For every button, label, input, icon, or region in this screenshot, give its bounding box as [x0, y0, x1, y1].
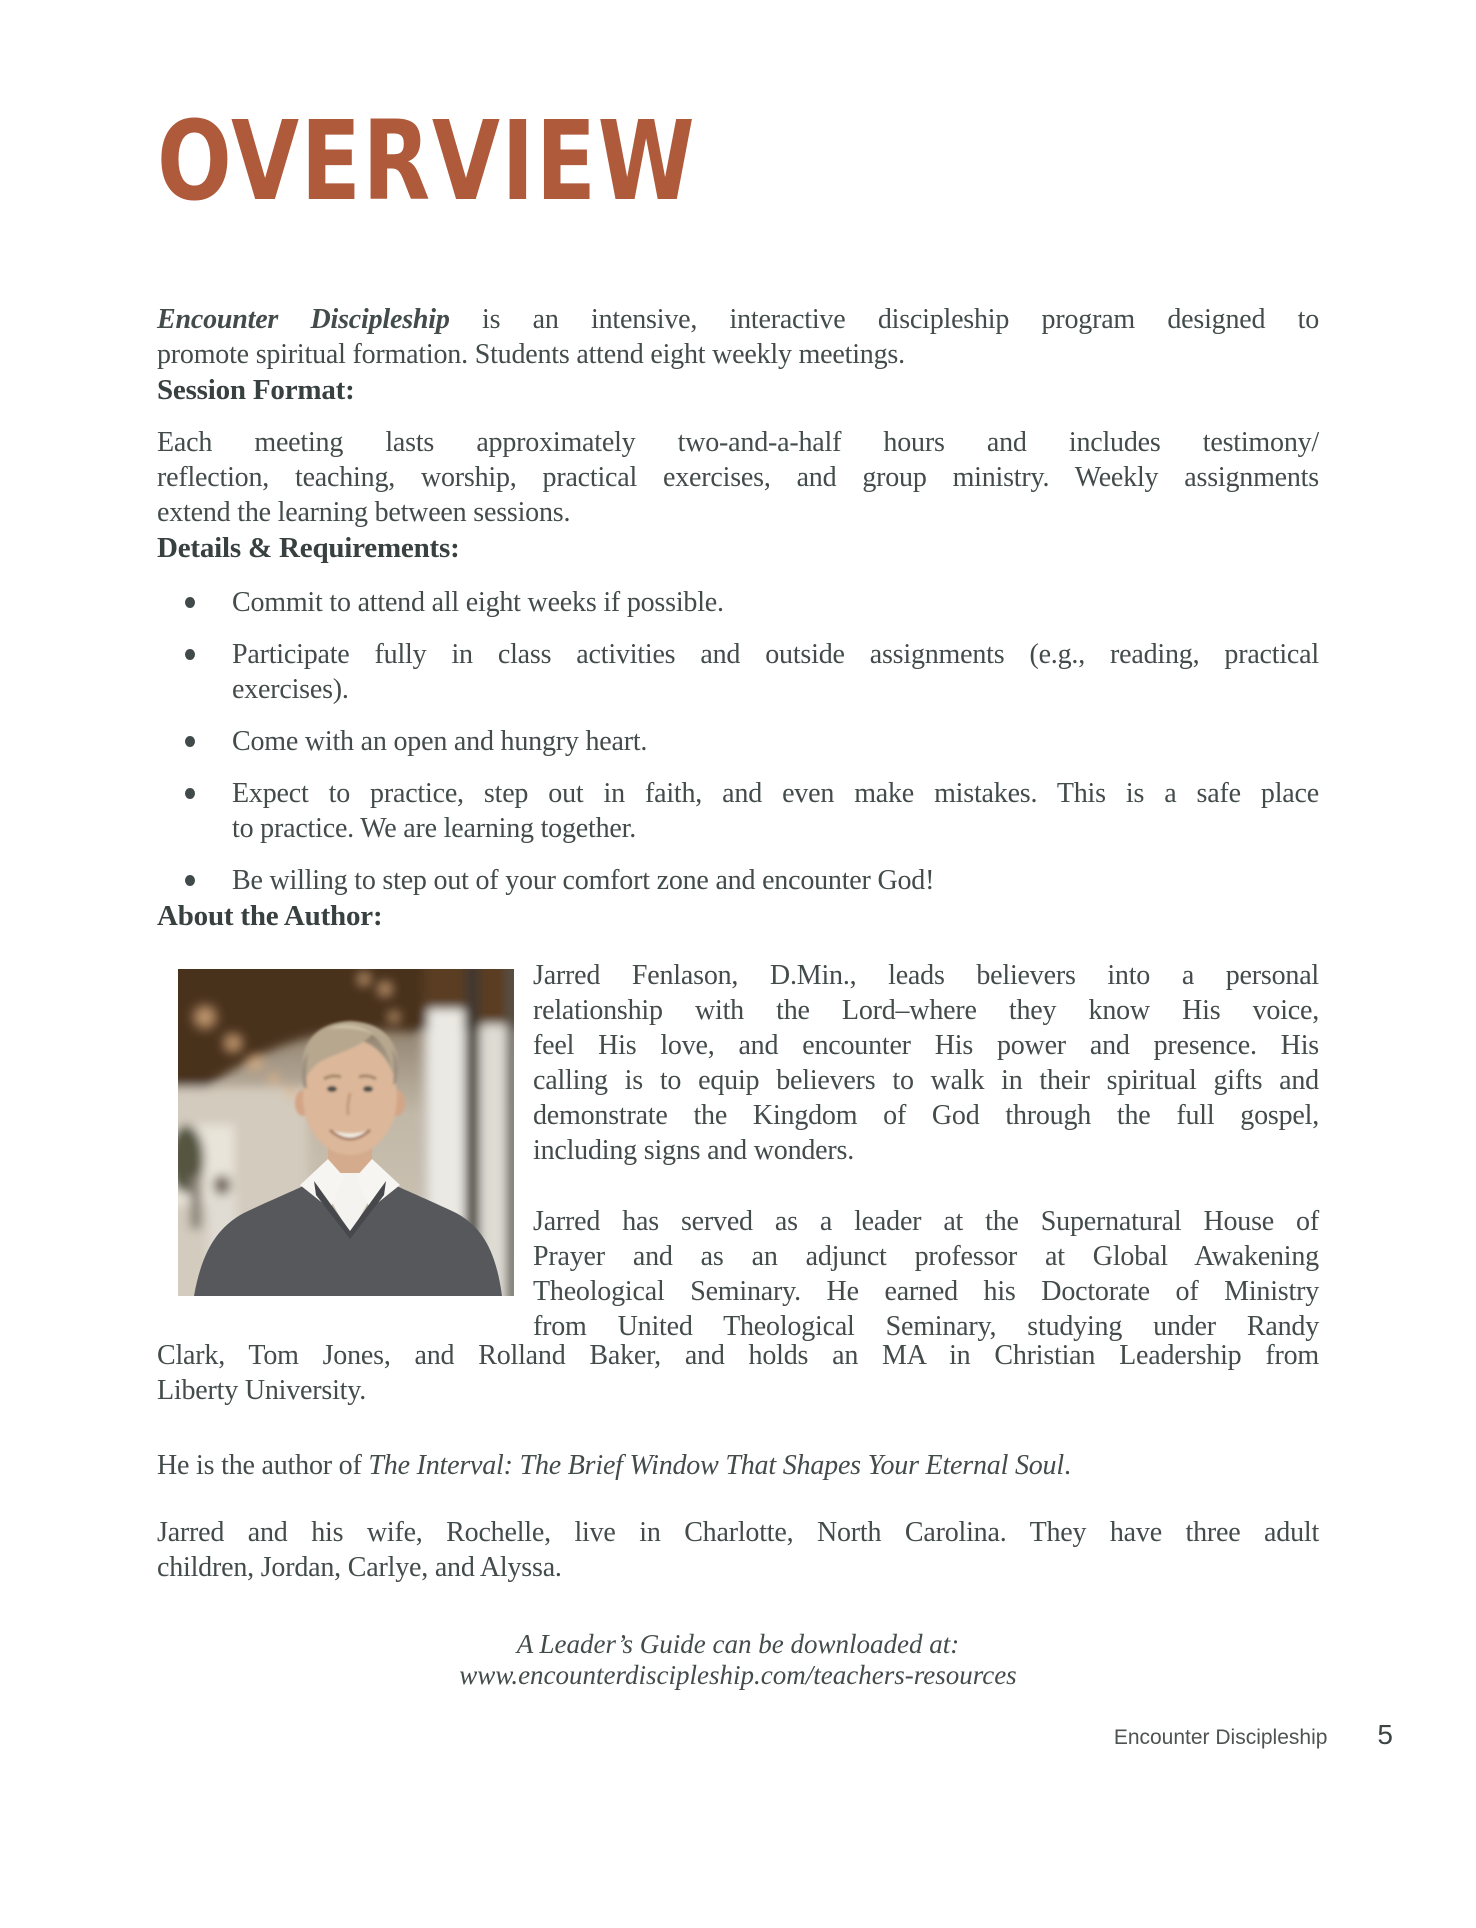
- paragraph-line: to practice. We are learning together.: [232, 813, 636, 844]
- list-item: [157, 585, 1319, 620]
- paragraph-line: Clark, Tom Jones, and Rolland Baker, and holds an MA in Christian Leadership from: [157, 1340, 1320, 1371]
- paragraph-line: extend the learning between sessions.: [157, 497, 571, 528]
- section-heading-details-requirements: Details & Requirements:: [157, 532, 460, 564]
- section-heading-session-format: Session Format:: [157, 374, 355, 406]
- paragraph-line: Expect to practice, step out in faith, and even make mistakes. This is a safe place: [232, 778, 1319, 809]
- paragraph-line: exercises).: [232, 674, 349, 705]
- list-item: [157, 637, 1319, 707]
- list-item: [157, 863, 1319, 898]
- paragraph-line: Be willing to step out of your comfort zone and encounter God!: [232, 865, 935, 896]
- intro-paragraph: [157, 302, 1319, 372]
- author-book-line: [157, 1448, 1319, 1483]
- bullet-dot: [185, 597, 195, 608]
- author-portrait-photo: [178, 969, 514, 1296]
- list-item: [157, 724, 1319, 759]
- paragraph-line: Jarred has served as a leader at the Supernatural House of: [533, 1206, 1319, 1237]
- author-paragraph-2-beside: [533, 1204, 1319, 1344]
- author-paragraph-2-fullwidth: [157, 1338, 1319, 1408]
- paragraph-line: children, Jordan, Carlye, and Alyssa.: [157, 1552, 562, 1583]
- paragraph-line: demonstrate the Kingdom of God through the full gospel,: [533, 1100, 1319, 1131]
- section-heading-about-author: About the Author:: [157, 900, 383, 932]
- leaders-guide-note: [157, 1629, 1319, 1691]
- paragraph-line: Jarred Fenlason, D.Min., leads believers into a personal: [533, 960, 1320, 991]
- paragraph-line: including signs and wonders.: [533, 1135, 855, 1166]
- book-title-italic: The Interval: The Brief Window That Shapes Your Eternal Soul: [368, 1450, 1064, 1481]
- paragraph-line: relationship with the Lord–where they know His voice,: [533, 995, 1320, 1026]
- page-footer: [157, 1719, 1393, 1751]
- paragraph-line: Jarred and his wife, Rochelle, live in Charlotte, North Carolina. They have three adult: [157, 1517, 1320, 1548]
- footer-book-title: Encounter Discipleship: [1113, 1726, 1328, 1749]
- paragraph-line: feel His love, and encounter His power and presence. His: [533, 1030, 1319, 1061]
- author-text-beside-photo: [533, 958, 1319, 1344]
- bullet-dot: [185, 788, 195, 799]
- about-author-section: [157, 958, 1319, 1408]
- paragraph-line: Participate fully in class activities and outside assignments (e.g., reading, practical: [232, 639, 1319, 670]
- paragraph-line: He is the author of The Interval: The Brief Window That Shapes Your Eternal Soul.: [157, 1450, 1071, 1481]
- download-url: www.encounterdiscipleship.com/teachers-resources: [459, 1660, 1017, 1690]
- paragraph-line: reflection, teaching, worship, practical exercises, and group ministry. Weekly assignments: [157, 462, 1319, 493]
- paragraph-line: Prayer and as an adjunct professor at Global Awakening: [533, 1241, 1319, 1272]
- download-note-line: A Leader’s Guide can be downloaded at:: [516, 1629, 960, 1659]
- paragraph-line: promote spiritual formation. Students attend eight weekly meetings.: [157, 339, 905, 370]
- paragraph-line: Liberty University.: [157, 1375, 367, 1406]
- bullet-dot: [185, 875, 195, 886]
- program-name-emphasis: Encounter Discipleship: [157, 304, 450, 335]
- author-paragraph-1: [533, 958, 1319, 1168]
- paragraph-line: Encounter Discipleship is an intensive, interactive discipleship program designed to: [157, 304, 1320, 335]
- requirements-list: [157, 585, 1319, 898]
- page-number: 5: [1377, 1719, 1393, 1750]
- page-title: OVERVIEW: [157, 97, 697, 225]
- paragraph-line: Commit to attend all eight weeks if possible.: [232, 587, 724, 618]
- paragraph-line: Each meeting lasts approximately two-and-a-half hours and includes testimony/: [157, 427, 1319, 458]
- list-item: [157, 776, 1319, 846]
- author-portrait-image: [178, 969, 514, 1296]
- paragraph-line: Come with an open and hungry heart.: [232, 726, 648, 757]
- session-format-paragraph: [157, 425, 1319, 530]
- paragraph-line: calling is to equip believers to walk in their spiritual gifts and: [533, 1065, 1319, 1096]
- paragraph-line: Theological Seminary. He earned his Doctorate of Ministry: [533, 1276, 1320, 1307]
- bullet-dot: [185, 736, 195, 747]
- bullet-dot: [185, 649, 195, 660]
- author-family-paragraph: [157, 1515, 1319, 1585]
- paragraph-line: from United Theological Seminary, studying under Randy: [533, 1311, 1319, 1342]
